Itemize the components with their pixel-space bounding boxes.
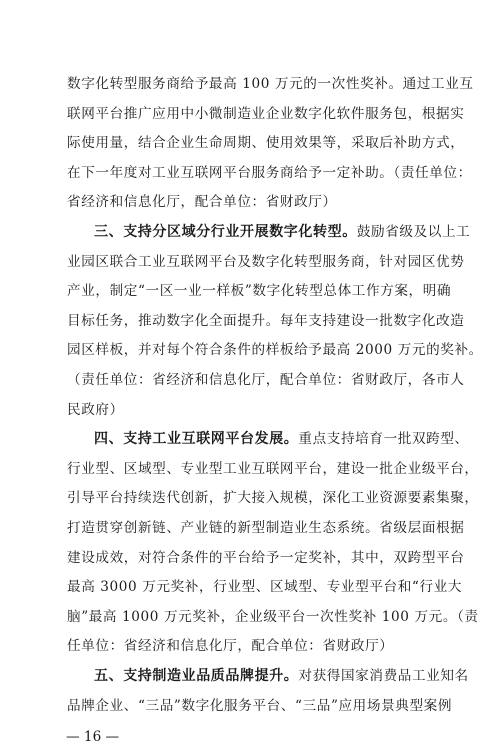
text-line [94, 666, 469, 686]
text-span: 鼓励省级及以上工 [356, 224, 471, 240]
page-number: — 16 — [66, 729, 120, 746]
text-span: 对获得国家消费品工业知名 [298, 668, 469, 684]
section-heading: 四、支持工业互联网平台发展。 [94, 431, 299, 448]
text-line: 品牌企业、“三品”数字化服务平台、“三品”应用场景典型案例 [67, 697, 453, 714]
text-line: 脑”最高 1000 万元奖补，企业级平台一次性奖补 100 万元。（责 [67, 608, 479, 625]
section-heading: 五、支持制造业品质品牌提升。 [94, 668, 299, 684]
text-line: 联网平台推广应用中小微制造业企业数字化软件服务包，根据实 [67, 105, 465, 122]
text-line [94, 429, 469, 449]
text-line: 际使用量，结合企业生命周期、使用效果等，采取后补助方式， [67, 135, 465, 152]
text-line: 行业型、区域型、专业型工业互联网平台，建设一批企业级平台， [67, 460, 479, 477]
text-line: 任单位：省经济和信息化厅，配合单位：省财政厅） [67, 638, 394, 655]
text-line: 省经济和信息化厅，配合单位：省财政厅） [67, 194, 337, 211]
text-line: 建设成效，对符合条件的平台给予一定奖补，其中，双跨型平台 [67, 549, 465, 566]
text-line: 园区样板，并对每个符合条件的样板给予最高 2000 万元的奖补。 [67, 342, 483, 359]
text-line: 数字化转型服务商给予最高 100 万元的一次性奖补。通过工业互 [67, 76, 474, 92]
text-line: 在下一年度对工业互联网平台服务商给予一定补助。（责任单位： [67, 164, 472, 181]
text-line: 目标任务，推动数字化全面提升。每年支持建设一批数字化改造 [67, 312, 465, 329]
text-line: 产业，制定“一区一业一样板”数字化转型总体工作方案，明确 [67, 283, 452, 300]
text-line [94, 222, 470, 242]
text-line: 业园区联合工业互联网平台及数字化转型服务商，针对园区优势 [67, 253, 465, 270]
text-span: 重点支持培育一批双跨型、 [298, 431, 469, 448]
text-line: 引导平台持续迭代创新，扩大接入规模，深化工业资源要素集聚， [67, 490, 479, 507]
text-line: 最高 3000 万元奖补，行业型、区域型、专业型平台和“行业大 [67, 579, 463, 596]
section-heading: 三、支持分区域分行业开展数字化转型。 [94, 224, 357, 240]
text-line: 打造贯穿创新链、产业链的新型制造业生态系统。省级层面根据 [67, 520, 465, 536]
text-line: 民政府） [67, 401, 124, 418]
text-line: （责任单位：省经济和信息化厅，配合单位：省财政厅，各市人 [67, 372, 465, 388]
